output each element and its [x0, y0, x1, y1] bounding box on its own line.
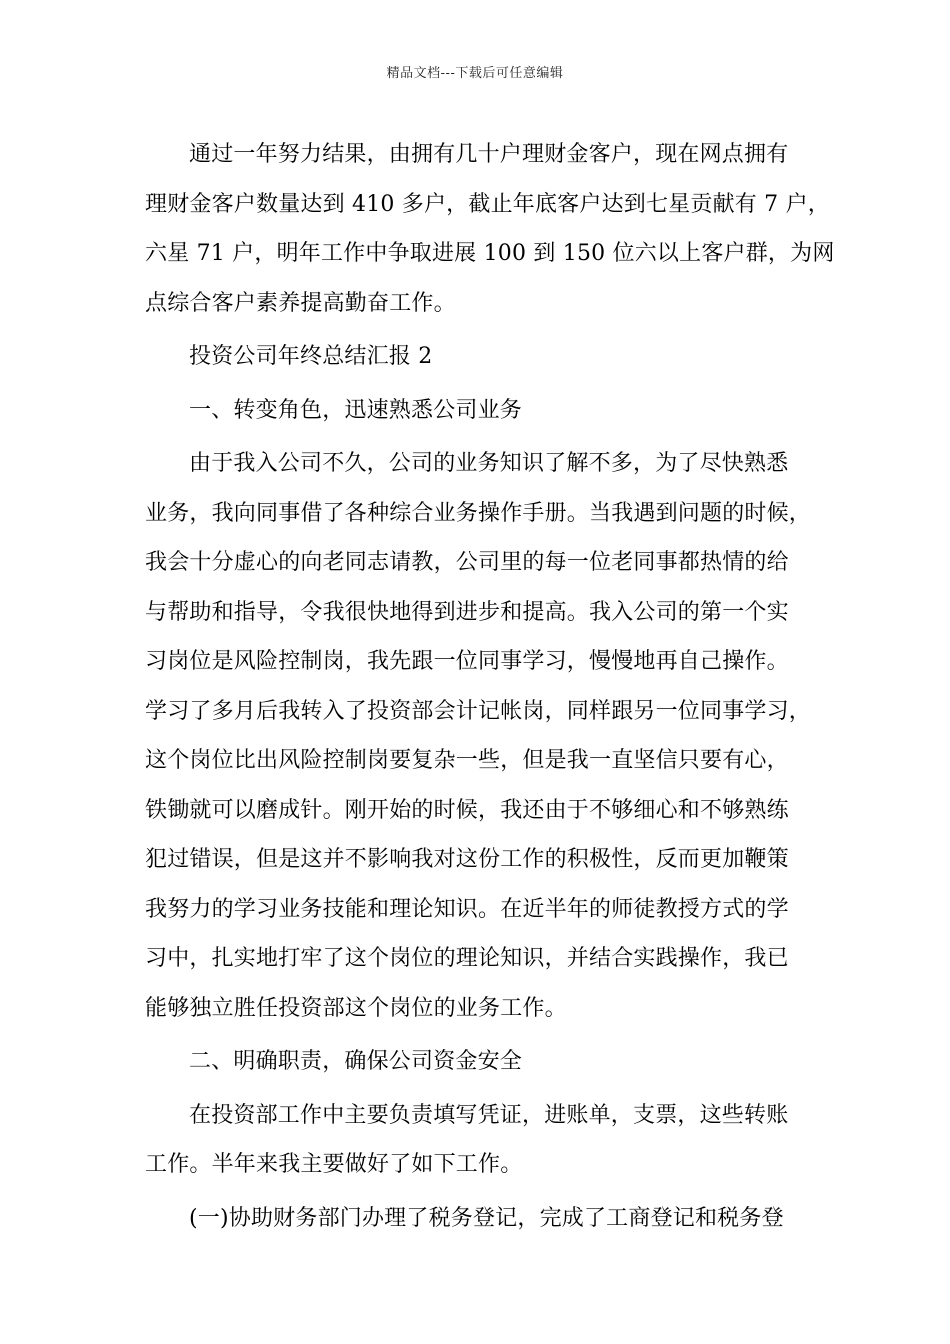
paragraph-line: 这个岗位比出风险控制岗要复杂一些，但是我一直坚信只要有心，	[145, 748, 789, 773]
paragraph-line: 与帮助和指导，令我很快地得到进步和提高。我入公司的第一个实	[145, 599, 789, 625]
paragraph-line: (一)协助财务部门办理了税务登记，完成了工商登记和税务登	[189, 1205, 784, 1231]
paragraph-line: 习岗位是风险控制岗，我先跟一位同事学习，慢慢地再自己操作。	[145, 649, 789, 674]
paragraph-line: 学习了多月后我转入了投资部会计记帐岗，同样跟另一位同事学习，	[145, 698, 812, 724]
paragraph-line: 我努力的学习业务技能和理论知识。在近半年的师徒教授方式的学	[145, 896, 789, 922]
paragraph-line: 六星 71 户，明年工作中争取进展 100 到 150 位六以上客户群，为网	[145, 241, 835, 266]
paragraph-line: 能够独立胜任投资部这个岗位的业务工作。	[145, 995, 567, 1021]
section-heading: 一、转变角色，迅速熟悉公司业务	[189, 397, 523, 423]
section-title: 投资公司年终总结汇报 2	[189, 344, 433, 369]
paragraph-line: 理财金客户数量达到 410 多户，截止年底客户达到七星贡献有 7 户，	[145, 191, 830, 217]
paragraph-line: 业务，我向同事借了各种综合业务操作手册。当我遇到问题的时候，	[145, 500, 812, 526]
paragraph-line: 点综合客户素养提高勤奋工作。	[145, 290, 456, 316]
paragraph-line: 习中，扎实地打牢了这个岗位的理论知识，并结合实践操作，我已	[145, 946, 789, 971]
page-header: 精品文档---下载后可任意编辑	[386, 66, 564, 81]
paragraph-line: 由于我入公司不久，公司的业务知识了解不多，为了尽快熟悉	[189, 451, 789, 476]
paragraph-line: 犯过错误，但是这并不影响我对这份工作的积极性，反而更加鞭策	[145, 847, 789, 872]
paragraph-line: 我会十分虚心的向老同志请教，公司里的每一位老同事都热情的给	[145, 550, 789, 575]
paragraph-line: 在投资部工作中主要负责填写凭证，进账单，支票，这些转账	[189, 1102, 789, 1128]
paragraph-line: 通过一年努力结果，由拥有几十户理财金客户，现在网点拥有	[189, 142, 789, 167]
paragraph-line: 铁锄就可以磨成针。刚开始的时候，我还由于不够细心和不够熟练	[145, 797, 789, 823]
section-heading: 二、明确职责，确保公司资金安全	[189, 1049, 523, 1074]
paragraph-line: 工作。半年来我主要做好了如下工作。	[145, 1152, 523, 1177]
document-body	[145, 130, 835, 1243]
